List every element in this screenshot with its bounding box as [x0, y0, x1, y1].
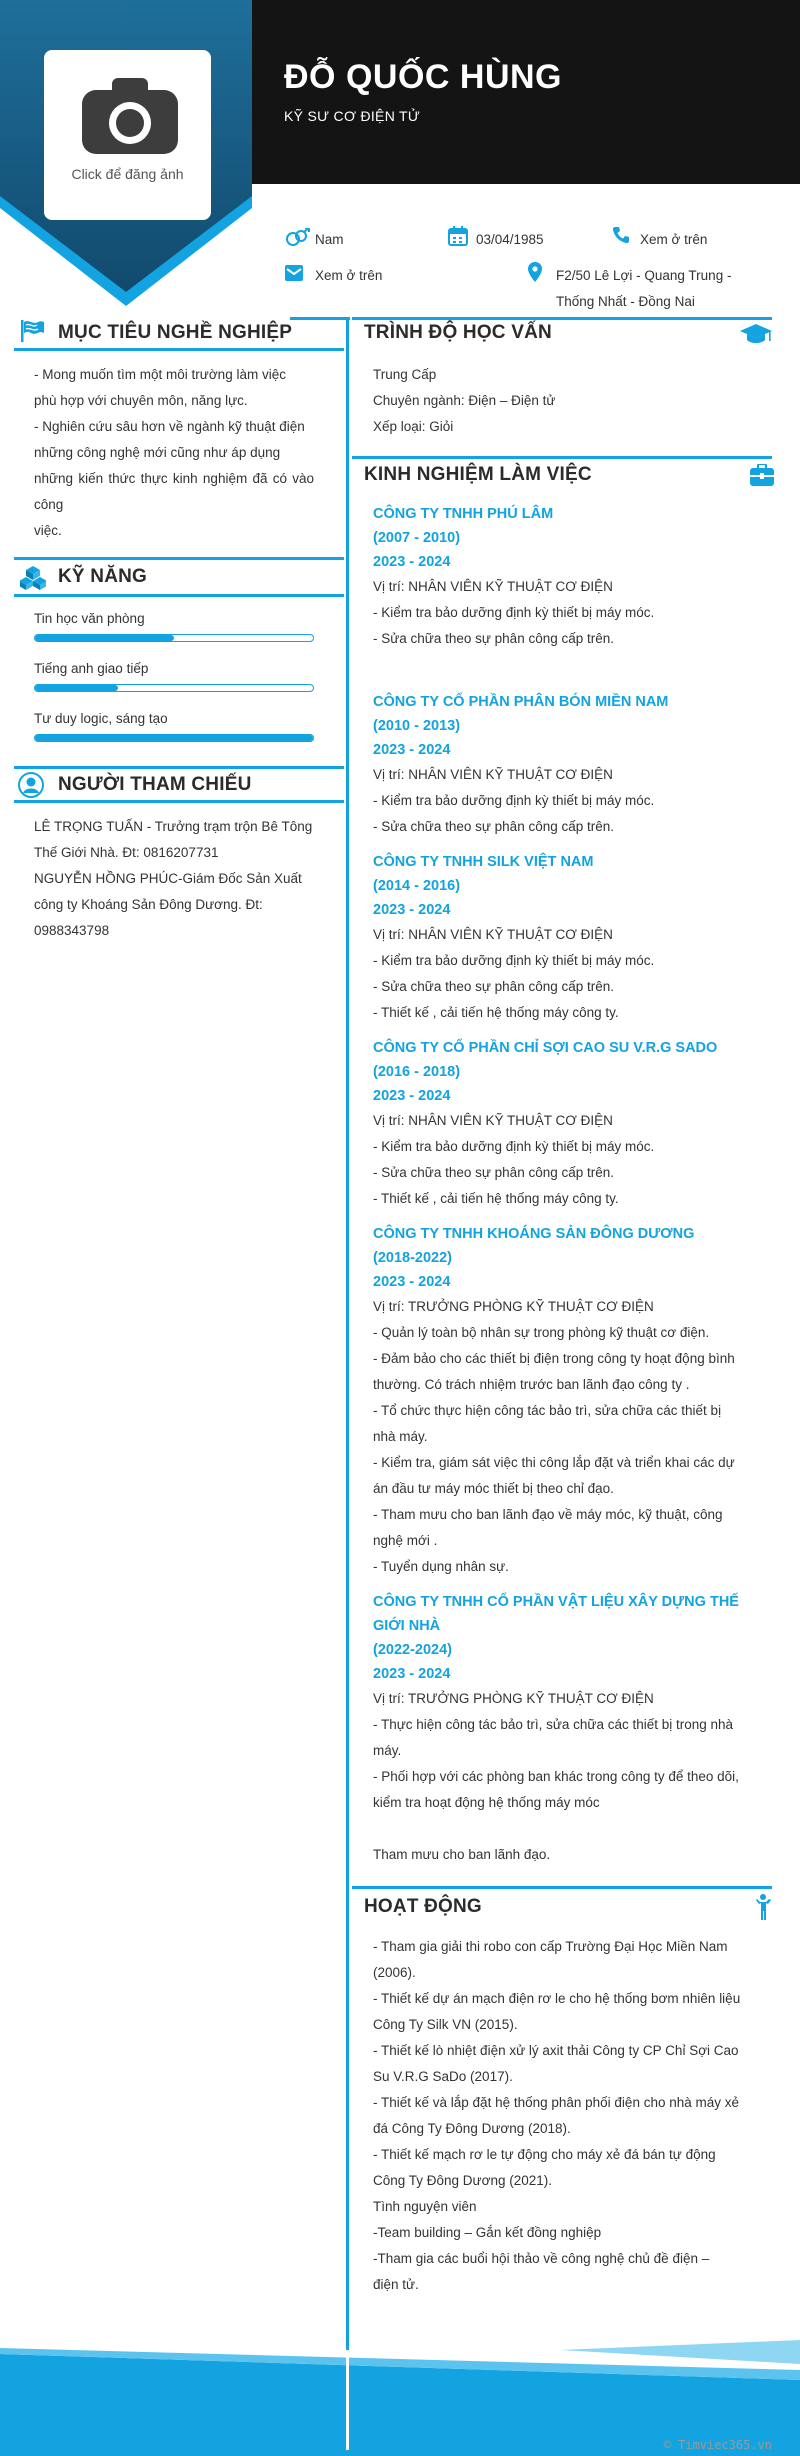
job-line: - Kiểm tra bảo dưỡng định kỳ thiết bị máy móc.: [373, 793, 655, 808]
skills-title: KỸ NĂNG: [58, 566, 148, 587]
job-title: KỸ SƯ CƠ ĐIỆN TỬ: [284, 108, 421, 124]
education-title: TRÌNH ĐỘ HỌC VẤN: [364, 322, 552, 343]
job-company: CÔNG TY CỔ PHẦN PHÂN BÓN MIỀN NAM: [373, 694, 669, 710]
job-line: - Sửa chữa theo sự phân công cấp trên.: [373, 819, 615, 834]
reference-line: Thế Giới Nhà. Đt: 0816207731: [34, 845, 219, 860]
activity-line: -Team building – Gắn kết đồng nghiệp: [373, 2225, 602, 2240]
skills-underline: [14, 594, 344, 597]
experience-title: KINH NGHIỆM LÀM VIỆC: [364, 464, 592, 485]
job-line: nhà máy.: [373, 1429, 428, 1444]
skill-bar: [34, 634, 314, 642]
gender-icon: [284, 228, 310, 248]
job-line: - Tuyển dụng nhân sự.: [373, 1559, 509, 1574]
job-line: - Phối hợp với các phòng ban khác trong công ty để theo dõi,: [373, 1769, 739, 1784]
objective-line: những công nghệ mới cũng như áp dụng: [34, 445, 281, 460]
references-title: NGƯỜI THAM CHIẾU: [58, 774, 252, 795]
divider-left-top: [290, 317, 350, 320]
center-vertical-line: [346, 317, 349, 2374]
job-years: 2023 - 2024: [373, 742, 451, 758]
job-company-cont: GIỚI NHÀ: [373, 1618, 441, 1634]
objective-title: MỤC TIÊU NGHỀ NGHIỆP: [58, 322, 293, 343]
job-line: Vị trí: NHÂN VIÊN KỸ THUẬT CƠ ĐIỆN: [373, 579, 613, 594]
skill-bar-fill: [35, 685, 118, 691]
email-icon: [284, 264, 304, 282]
job-entry: [373, 502, 751, 652]
objective-line: những kiến thức thực kinh nghiệm đã có vào công: [34, 471, 314, 512]
location-icon: [528, 262, 542, 282]
objective-line: - Nghiên cứu sâu hơn về ngành kỹ thuật điện: [34, 419, 305, 434]
objective-line: - Mong muốn tìm một môi trường làm việc: [34, 367, 286, 382]
job-period: (2007 - 2010): [373, 530, 461, 546]
job-company: CÔNG TY CỔ PHẦN CHỈ SỢI CAO SU V.R.G SADO: [373, 1040, 718, 1056]
calendar-icon: [448, 226, 468, 246]
job-company: CÔNG TY TNHH PHÚ LÂM: [373, 506, 554, 522]
job-company: CÔNG TY TNHH KHOÁNG SẢN ĐÔNG DƯƠNG: [373, 1226, 695, 1242]
job-line: - Sửa chữa theo sự phân công cấp trên.: [373, 631, 615, 646]
photo-caption: Click để đăng ảnh: [71, 166, 184, 182]
job-line-blank: [373, 1816, 751, 1842]
reference-line: 0988343798: [34, 923, 110, 938]
reference-line: LÊ TRỌNG TUẤN - Trưởng trạm trộn Bê Tông: [34, 819, 313, 834]
job-line: Vị trí: NHÂN VIÊN KỸ THUẬT CƠ ĐIỆN: [373, 1113, 613, 1128]
flag-icon: [20, 320, 46, 342]
candidate-name: ĐỖ QUỐC HÙNG: [284, 58, 562, 96]
job-line: kiểm tra hoạt động hệ thống máy móc: [373, 1795, 600, 1810]
skill-bar: [34, 734, 314, 742]
job-line: - Kiểm tra bảo dưỡng định kỳ thiết bị máy móc.: [373, 605, 655, 620]
job-years: 2023 - 2024: [373, 1274, 451, 1290]
job-entry: [373, 1036, 751, 1212]
job-line: - Kiểm tra bảo dưỡng định kỳ thiết bị máy móc.: [373, 1139, 655, 1154]
phone-icon: [612, 226, 630, 244]
job-years: 2023 - 2024: [373, 554, 451, 570]
contact-gender: Nam: [315, 232, 344, 247]
objective-line: việc.: [34, 523, 62, 538]
job-line: máy.: [373, 1743, 402, 1758]
job-period: (2014 - 2016): [373, 878, 461, 894]
experience-topline: [352, 456, 772, 459]
job-period: (2016 - 2018): [373, 1064, 461, 1080]
skill-bar: [34, 684, 314, 692]
education-line: Trung Cấp: [373, 367, 437, 382]
job-line: - Thực hiện công tác bảo trì, sửa chữa các thiết bị trong nhà: [373, 1717, 734, 1732]
activity-line: - Thiết kế và lắp đặt hệ thống phân phối điện cho nhà máy xẻ: [373, 2095, 740, 2110]
references-text: [34, 814, 314, 944]
objective-underline: [14, 348, 344, 351]
watermark: © Timviec365.vn: [663, 2438, 772, 2452]
skill-bar-fill: [35, 635, 174, 641]
reference-line: NGUYỄN HỒNG PHÚC-Giám Đốc Sản Xuất: [34, 871, 302, 886]
job-line: - Thiết kế , cải tiến hệ thống máy công ty.: [373, 1191, 619, 1206]
briefcase-icon: [750, 464, 774, 486]
job-line: nghệ mới .: [373, 1533, 438, 1548]
skill-bar-fill: [35, 735, 313, 741]
objective-text: [34, 362, 314, 544]
activity-line: - Thiết kế lò nhiệt điện xử lý axit thải Công ty CP Chỉ Sợi Cao: [373, 2043, 739, 2058]
activity-line: đá Công Ty Đông Dương (2018).: [373, 2121, 571, 2136]
job-line: - Sửa chữa theo sự phân công cấp trên.: [373, 1165, 615, 1180]
job-company: CÔNG TY TNHH SILK VIỆT NAM: [373, 854, 594, 870]
job-entry: [373, 1590, 751, 1868]
activity-line: Công Ty Đông Dương (2021).: [373, 2173, 552, 2188]
job-line: - Kiểm tra, giám sát việc thi công lắp đặt và triển khai các dự: [373, 1455, 735, 1470]
job-years: 2023 - 2024: [373, 902, 451, 918]
activity-line: -Tham gia các buổi hội thảo về công nghệ chủ đề điện –: [373, 2251, 710, 2266]
skill-label: Tin học văn phòng: [34, 611, 145, 626]
job-line: - Đảm bảo cho các thiết bị điện trong công ty hoạt động bình: [373, 1351, 735, 1366]
job-line: Vị trí: TRƯỞNG PHÒNG KỸ THUẬT CƠ ĐIỆN: [373, 1299, 654, 1314]
job-years: 2023 - 2024: [373, 1666, 451, 1682]
objective-line: phù hợp với chuyên môn, năng lực.: [34, 393, 248, 408]
job-period: (2018-2022): [373, 1250, 452, 1266]
contact-address-line1: F2/50 Lê Lợi - Quang Trung -: [556, 268, 732, 283]
education-line: Chuyên ngành: Điện – Điện tử: [373, 393, 556, 408]
activity-line: Công Ty Silk VN (2015).: [373, 2017, 518, 2032]
skills-topline: [14, 557, 344, 560]
activity-line: Tình nguyện viên: [373, 2199, 477, 2214]
activity-line: (2006).: [373, 1965, 416, 1980]
skill-label: Tư duy logic, sáng tạo: [34, 711, 168, 726]
reference-line: công ty Khoáng Sản Đông Dương. Đt:: [34, 897, 263, 912]
activity-line: điện tử.: [373, 2277, 419, 2292]
contact-birthdate: 03/04/1985: [476, 232, 544, 247]
skill-label: Tiếng anh giao tiếp: [34, 661, 149, 676]
activities-text: [373, 1934, 751, 2298]
footer-center-line: [346, 2350, 349, 2450]
job-line: - Tham mưu cho ban lãnh đạo về máy móc, kỹ thuật, công: [373, 1507, 723, 1522]
job-company: CÔNG TY TNHH CỔ PHẦN VẬT LIỆU XÂY DỰNG THẾ: [373, 1594, 739, 1610]
contact-email: Xem ở trên: [315, 268, 383, 283]
job-period: (2022-2024): [373, 1642, 452, 1658]
graduation-cap-icon: [740, 324, 772, 346]
job-line: Tham mưu cho ban lãnh đạo.: [373, 1847, 551, 1862]
activities-title: HOẠT ĐỘNG: [364, 1896, 482, 1917]
job-line: - Sửa chữa theo sự phân công cấp trên.: [373, 979, 615, 994]
job-entry: [373, 850, 751, 1026]
job-years: 2023 - 2024: [373, 1088, 451, 1104]
divider-right-top: [352, 317, 772, 320]
activity-line: - Thiết kế dự án mạch điện rơ le cho hệ thống bơm nhiên liệu: [373, 1991, 741, 2006]
activity-line: Su V.R.G SaDo (2017).: [373, 2069, 513, 2084]
skills-icon: [20, 566, 46, 590]
activity-line: - Thiết kế mạch rơ le tự động cho máy xẻ đá bán tự động: [373, 2147, 716, 2162]
job-line: Vị trí: NHÂN VIÊN KỸ THUẬT CƠ ĐIỆN: [373, 927, 613, 942]
contact-phone: Xem ở trên: [640, 232, 708, 247]
job-line: - Kiểm tra bảo dưỡng định kỳ thiết bị máy móc.: [373, 953, 655, 968]
job-entry: [373, 1222, 751, 1580]
references-topline: [14, 766, 344, 769]
job-line: án đầu tư máy móc thiết bị theo chỉ đạo.: [373, 1481, 614, 1496]
photo-upload[interactable]: [44, 50, 211, 220]
education-line: Xếp loại: Giỏi: [373, 419, 454, 434]
camera-icon: [82, 78, 178, 154]
job-line: - Quản lý toàn bộ nhân sự trong phòng kỹ thuật cơ điện.: [373, 1325, 710, 1340]
activity-icon: [754, 1894, 772, 1920]
activity-line: - Tham gia giải thi robo con cấp Trường Đại Học Miền Nam: [373, 1939, 728, 1954]
job-line: - Tổ chức thực hiện công tác bảo trì, sửa chữa các thiết bị: [373, 1403, 722, 1418]
activities-topline: [352, 1886, 772, 1889]
job-line: Vị trí: NHÂN VIÊN KỸ THUẬT CƠ ĐIỆN: [373, 767, 613, 782]
references-underline: [14, 800, 344, 803]
job-entry: [373, 690, 751, 840]
education-text: [373, 362, 753, 440]
job-period: (2010 - 2013): [373, 718, 461, 734]
job-line: thường. Có trách nhiệm trước ban lãnh đạo công ty .: [373, 1377, 690, 1392]
job-line: Vị trí: TRƯỞNG PHÒNG KỸ THUẬT CƠ ĐIỆN: [373, 1691, 654, 1706]
job-line: - Thiết kế , cải tiến hệ thống máy công ty.: [373, 1005, 619, 1020]
person-icon: [18, 772, 44, 798]
contact-address-line2: Thống Nhất - Đồng Nai: [556, 294, 695, 309]
